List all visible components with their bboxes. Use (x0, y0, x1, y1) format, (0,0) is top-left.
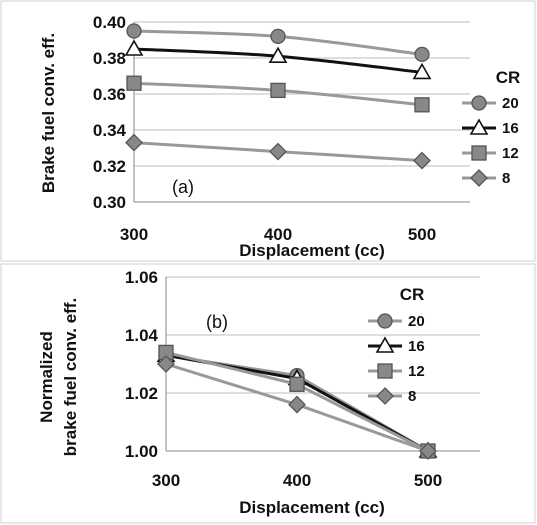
panel-a-legend-label-8: 8 (502, 170, 511, 187)
panel-b-legend-marker (378, 364, 392, 378)
panel-b-ylabel-line2: brake fuel conv. eff. (61, 297, 80, 457)
panel-b-xtick-label: 300 (151, 471, 181, 490)
panel-a-point-cr8 (270, 144, 286, 160)
panel-a-legend-marker (472, 96, 486, 110)
panel-a-ytick-label: 0.32 (92, 157, 126, 176)
panel-a-annotation: (a) (172, 177, 194, 197)
panel-a-point-cr8 (126, 135, 142, 151)
panel-a-xtick-label: 500 (407, 225, 437, 244)
panel-b-annotation: (b) (206, 312, 228, 332)
panel-a-point-cr12 (127, 76, 141, 90)
panel-a-xlabel: Displacement (cc) (239, 241, 385, 260)
panel-a-ytick-label: 0.38 (92, 49, 126, 68)
panel-a-xtick-label: 400 (263, 225, 293, 244)
panel-b-ytick-label: 1.02 (124, 384, 158, 403)
panel-b-ytick-label: 1.06 (124, 268, 158, 287)
panel-a-point-cr20 (271, 29, 285, 43)
panel-b-ytick-label: 1.00 (124, 442, 158, 461)
panel-b-legend-label-12: 12 (408, 363, 425, 380)
panel-a-ytick-label: 0.40 (92, 13, 126, 32)
panel-a-point-cr20 (127, 24, 141, 38)
panel-a-point-cr20 (415, 47, 429, 61)
panel-a-legend-title: CR (495, 68, 521, 87)
panel-b-plot (125, 268, 480, 490)
panel-a-legend-marker (472, 146, 486, 160)
panel-b-xtick-label: 400 (282, 471, 312, 490)
panel-a-legend-label-16: 16 (502, 120, 519, 137)
panel-a-legend-marker (471, 170, 487, 186)
panel-a-frame (1, 1, 535, 261)
panel-b-legend-label-16: 16 (408, 338, 425, 355)
panel-b-point-cr12 (290, 377, 304, 391)
panel-b-ylabel-line1: Normalized (37, 331, 56, 423)
panel-b-xtick-label: 500 (413, 471, 443, 490)
panel-a-xtick-label: 300 (119, 225, 149, 244)
panel-a-plot (93, 13, 519, 244)
panel-a-legend-label-12: 12 (502, 145, 519, 162)
panel-b-legend-marker (377, 388, 393, 404)
panel-a-ytick-label: 0.34 (92, 121, 126, 140)
panel-a-point-cr12 (415, 98, 429, 112)
panel-b-legend-title: CR (399, 285, 425, 304)
panel-a-ytick-label: 0.36 (92, 85, 126, 104)
panel-b-legend-label-20: 20 (408, 313, 425, 330)
panel-b-legend-marker (378, 314, 392, 328)
panel-b-point-cr8 (289, 397, 305, 413)
panel-a-ytick-label: 0.30 (92, 193, 126, 212)
panel-a-legend-label-20: 20 (502, 95, 519, 112)
panel-b-legend-label-8: 8 (408, 388, 417, 405)
panel-a-ylabel: Brake fuel conv. eff. (39, 32, 58, 194)
panel-b-xlabel: Displacement (cc) (239, 498, 385, 517)
panel-b-ytick-label: 1.04 (124, 326, 158, 345)
panel-a-point-cr12 (271, 83, 285, 97)
